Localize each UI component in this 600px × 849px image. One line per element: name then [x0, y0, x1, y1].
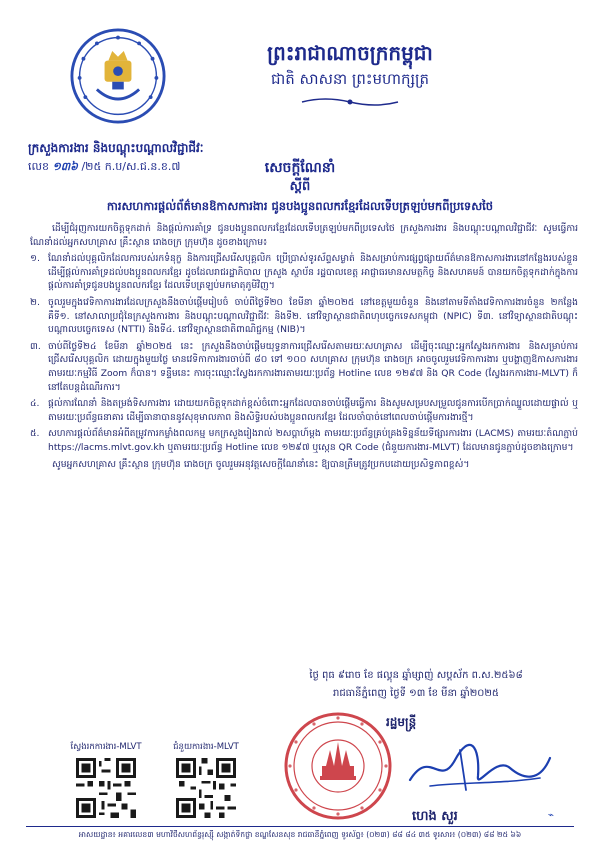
- closing-paragraph: សូមអ្នកសហគ្រាស គ្រឹះស្ថាន ក្រុមហ៊ុន រោងចក្រ ចូលរួមអនុវត្តសេចក្តីណែនាំនេះ ឱ្យបានត្រឹមត្រូវប្រកបដោយប្រសិទ្ធភាពខ្ពស់។: [52, 458, 470, 470]
- qr-label: ស្វែងរកការងារ-MLVT: [70, 742, 142, 752]
- official-seal-icon: [282, 710, 394, 822]
- ministry-logo-icon: [70, 28, 166, 124]
- qr-label: ជំនួយការងារ-MLVT: [173, 742, 239, 752]
- list-item: [30, 252, 578, 293]
- list-item-number: ៣.: [30, 340, 41, 352]
- list-item-number: ១.: [30, 253, 40, 265]
- list-item-number: ២.: [30, 296, 40, 308]
- signer-name: ហេង សួរ: [412, 809, 458, 824]
- list-item: [30, 397, 578, 424]
- document-body: [30, 222, 578, 474]
- lunar-date: ថ្ងៃ ពុធ ៩រោច ខែ ផល្គុន ឆ្នាំម្សាញ់ សប្តស័ក ព.ស.២៥៦៨: [309, 670, 523, 681]
- reference-suffix: /២៥ ក.ប/ស.ជ.ន.ខ.៧: [81, 160, 181, 173]
- ornament-divider-icon: [300, 96, 400, 108]
- list-item: [30, 340, 578, 394]
- document-title: ការសហការផ្តល់ព័ត៌មានឱកាសការងារ ជូនបងប្អូនពលករខ្មែរដែលទើបត្រឡប់មកពីប្រទេសថៃ: [106, 199, 494, 213]
- intro-paragraph: ដើម្បីជំរុញការយកចិត្តទុកដាក់ និងផ្តល់ការគាំទ្រ ជូនបងប្អូនពលករខ្មែរដែលទើបត្រឡប់មកពីប្រទេសថៃ ក្រសួងការងារ និងបណ្តុះបណ្តាលវិជ្ជាជីវៈ សូមធ្វើការណែនាំដល់អ្នកសហគ្រាស គ្រឹះស្ថាន រោងចក្រ ក្រុមហ៊ុន ដូចខាងក្រោម៖: [30, 223, 578, 248]
- reference-prefix: លេខ: [28, 160, 49, 173]
- document-type: សេចក្តីណែនាំ: [264, 160, 336, 176]
- list-item: [30, 427, 578, 454]
- signer-title: រដ្ឋមន្ត្រី: [386, 715, 417, 729]
- list-item-text: ផ្តល់ការណែនាំ និងតម្រង់ទិសការងារ ដោយយកចិត្តទុកដាក់ខ្ពស់ចំពោះអ្នកដែលបានចាប់ផ្តើមធ្វើការ និងសូមសម្របសម្រួលជូនការបើកប្រាក់ឈ្នួលដោយផ្ទាល់ ឬតាមរយៈប្រព័ន្ធធនាគារ ដើម្បីធានាបាននូវសុខុមាលភាព និងសិទ្ធិរបស់បងប្អូនពលករខ្មែរ ដែលចាំបាច់នៅពេលចាប់ផ្តើមការងារថ្មី។: [48, 398, 578, 423]
- footer-address: អាសយដ្ឋាន៖ អគារលេខ៣ មហាវិថីសហព័ន្ធរុស្ស៊ី សង្កាត់ទឹកថ្លា ខណ្ឌសែនសុខ រាជធានីភ្នំពេញ ទូរស័ព្ទ៖ (០២៣) ៨៨ ៨៤ ៣៥ ទូរសារ៖ (០២៣) ៨៨ ២៥ ៦៦: [78, 830, 522, 839]
- list-item-text: ណែនាំដល់បុគ្គលិកដែលការបស់រកទំនុក្ខ និងការជ្រើសរើសបុគ្គលិក ប្រើប្រាស់ទូរស័ព្ទសម្ងាត់ និងសម្រាប់ការផ្សព្វផ្សាយព័ត៌មានឱកាសការងារនៅកន្លែងរបស់ខ្លួន ដើម្បីផ្តល់ការគាំទ្រដល់បងប្អូនពលករខ្មែរ ដូចដែលរាជរដ្ឋាភិបាល ក្រសួង ស្ថាប័ន រដ្ឋបាលខេត្ត អាជ្ញាធរមានសមត្ថកិច្ច និងសហគមន៍ បានយកចិត្តទុកដាក់ក្នុងការផ្តល់ការគាំទ្រជូនបងប្អូនពលករខ្មែរ ដែលទើបត្រឡប់មកមាតុភូមិវិញ។: [48, 253, 578, 292]
- list-item-text: ចាប់ពីថ្ងៃទី២៤ ខែមីនា ឆ្នាំ២០២៥ នេះ ក្រសួងនឹងចាប់ផ្តើមយុទ្ធនាការជ្រើសរើសតាមរយៈសហគ្រាស ដើម្បីចុះឈ្មោះអ្នកស្វែងរកការងារ និងសម្រាប់ការជ្រើសរើសបុគ្គលិក ដោយក្នុងមួយថ្ងៃ មានវេទិកាការងារចាប់ពី ៨០ ទៅ ១០០ សហគ្រាស ក្រុមហ៊ុន រោងចក្រ អាចចូលរួមវេទិកាការងារ ឬបង្ហាញឱកាសការងារ តាមរយៈកម្មវិធី Zoom ក៏បាន។ ទន្ទឹមនេះ ការចុះឈ្មោះស្វែងរកការងារតាមរយៈប្រព័ន្ធ Hotline លេខ ១២៩៧ និង QR Code (ស្វែងរកការងារ-MLVT) ក៏នៅតែបន្តដំណើរការ។: [48, 340, 578, 393]
- footer-divider: [26, 826, 574, 827]
- ministry-name: ក្រសួងការងារ និងបណ្តុះបណ្តាលវិជ្ជាជីវៈ: [28, 141, 204, 155]
- list-item-text: សហការផ្តល់ព័ត៌មានអំពីតម្រូវការកម្លាំងពលកម្ម មកក្រសួងរៀងរាល់ ២សប្តាហ៍ម្តង តាមរយៈប្រព័ន្ធគ្រប់គ្រងទិន្នន័យទីផ្សារការងារ (LACMS) តាមរយៈតំណភ្ជាប់ https://lacms.mlvt.gov.kh ឬតាមរយៈប្រព័ន្ធ Hotline លេខ ១២៩៧ ឬស្កេន QR Code (ជំនួយការងារ-MLVT) ដែលមានជូនភ្ជាប់ដូចខាងក្រោម។: [48, 428, 578, 453]
- list-item-text: ចូលរួមក្នុងវេទិកាការងារដែលក្រសួងនឹងចាប់ផ្តើមរៀបចំ ចាប់ពីថ្ងៃទី២០ ខែមីនា ឆ្នាំ២០២៥ នៅខេត្តមួយចំនួន និងនៅតាមទីតាំងវេទិកាការងារចំនួន ២កន្លែង គឺទី១. នៅសាលាប្រជុំនៃក្រសួងការងារ និងបណ្តុះបណ្តាលវិជ្ជាជីវៈ និងទី២. នៅវិទ្យាស្ថានជាតិពហុបច្ចេកទេសកម្ពុជា (NPIC) ទី៣. នៅវិទ្យាស្ថានជាតិបណ្តុះបណ្តាលបច្ចេកទេស (NTTI) និងទី៤. នៅវិទ្យាស្ថានជាតិពាណិជ្ជកម្ម (NIB)។: [48, 296, 578, 336]
- list-item-number: ៤.: [30, 398, 40, 410]
- list-item: [30, 296, 578, 337]
- solar-date: រាជធានីភ្នំពេញ ថ្ងៃទី ១៣ ខែ មីនា ឆ្នាំ២០២៥: [332, 688, 500, 699]
- qr-code-icon[interactable]: [76, 758, 136, 818]
- qr-block-job-help: [160, 742, 252, 818]
- handwritten-initial-icon: ⌁: [548, 810, 555, 821]
- national-motto: ជាតិ សាសនា ព្រះមហាក្សត្រ: [270, 70, 430, 88]
- document-about: ស្តីពី: [289, 179, 311, 194]
- qr-block-job-search: [60, 742, 152, 818]
- qr-code-icon[interactable]: [176, 758, 236, 818]
- handwritten-signature-icon: [400, 738, 560, 798]
- kingdom-heading: ព្រះរាជាណាចក្រកម្ពុជា: [267, 41, 433, 65]
- reference-handwritten-number: ១៣៦: [52, 160, 78, 173]
- list-item-number: ៥.: [30, 428, 40, 440]
